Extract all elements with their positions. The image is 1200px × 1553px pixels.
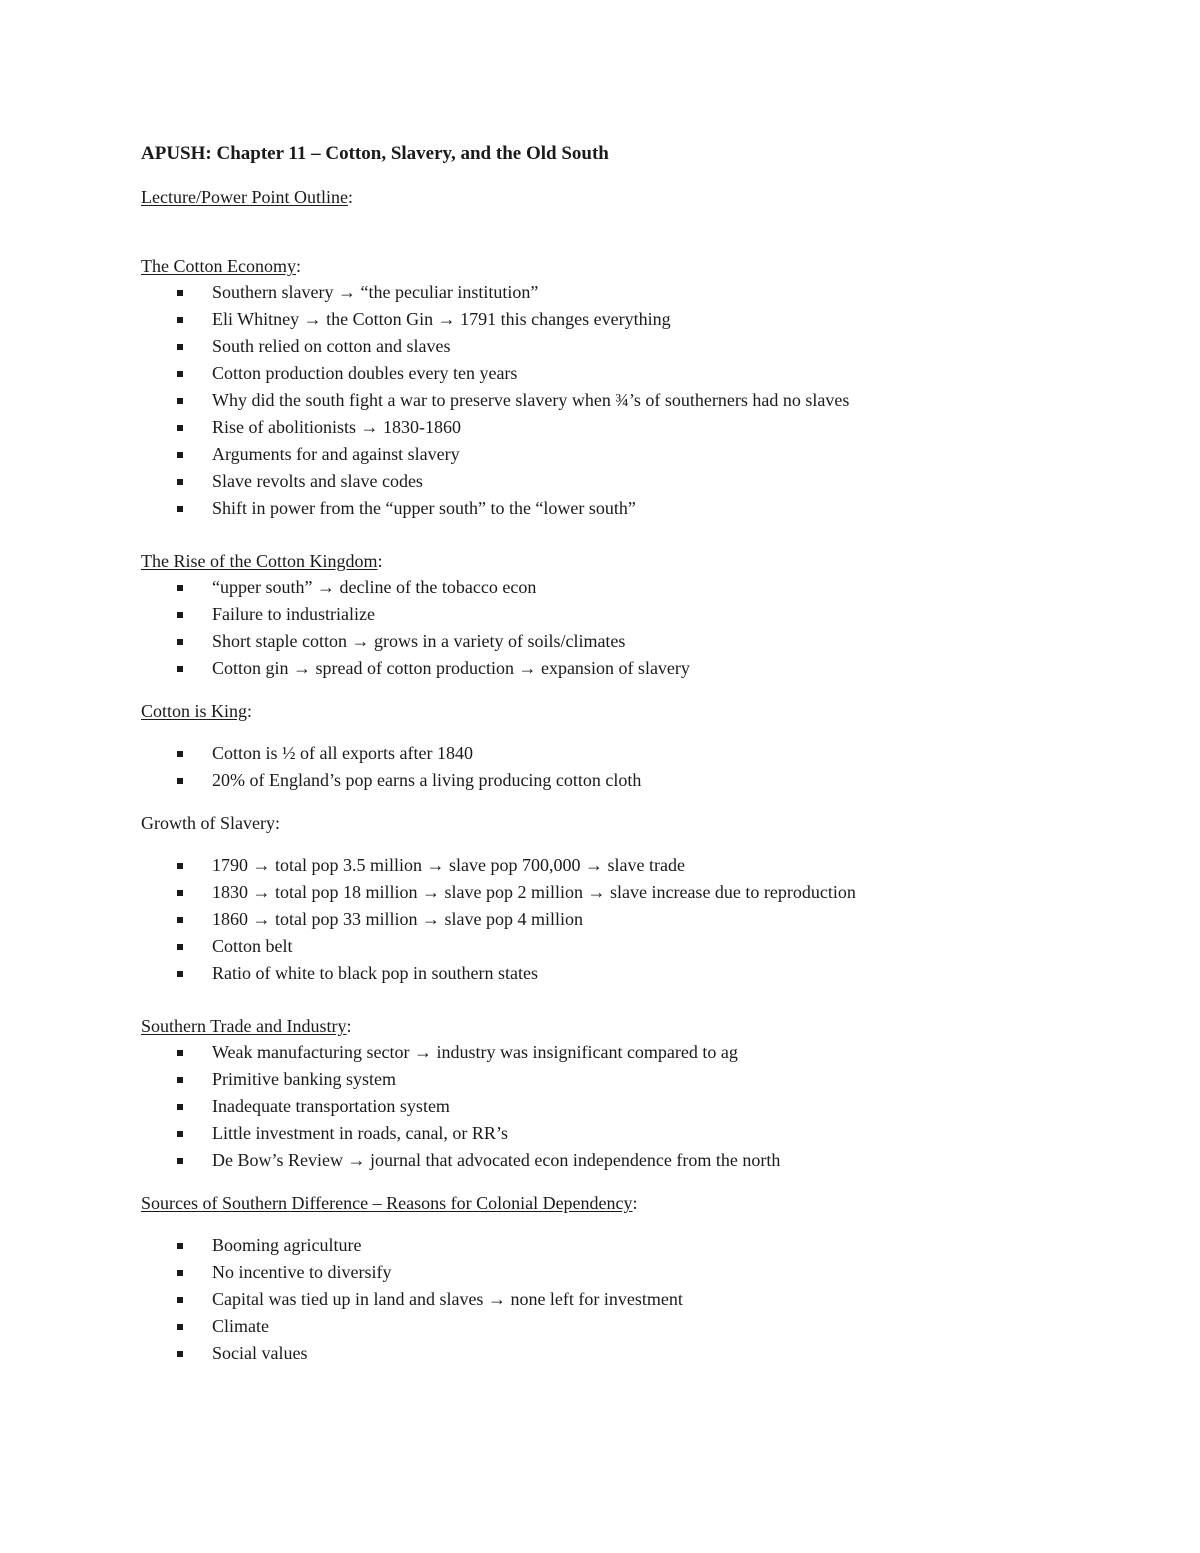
list-item <box>141 574 1101 601</box>
square-bullet-icon <box>177 751 183 757</box>
list-item <box>141 1340 1101 1367</box>
list-item-text: Rise of abolitionists → 1830-1860 <box>212 417 461 437</box>
list-item <box>141 1147 1101 1174</box>
list-item <box>141 1232 1101 1259</box>
list-item-text: South relied on cotton and slaves <box>212 336 451 356</box>
section-heading: The Rise of the Cotton Kingdom: <box>141 551 383 571</box>
outline-section <box>141 253 1101 522</box>
square-bullet-icon <box>177 1158 183 1164</box>
list-item-text: De Bow’s Review → journal that advocated econ independence from the north <box>212 1150 781 1170</box>
square-bullet-icon <box>177 452 183 458</box>
square-bullet-icon <box>177 666 183 672</box>
bullet-list <box>141 852 1101 987</box>
list-item-text: No incentive to diversify <box>212 1262 392 1282</box>
list-item <box>141 767 1101 794</box>
list-item-text: Ratio of white to black pop in southern states <box>212 963 538 983</box>
list-item <box>141 387 1101 414</box>
section-heading: Growth of Slavery: <box>141 813 280 833</box>
list-item <box>141 628 1101 655</box>
square-bullet-icon <box>177 1131 183 1137</box>
outline-section <box>141 1190 1101 1367</box>
square-bullet-icon <box>177 317 183 323</box>
list-item <box>141 852 1101 879</box>
list-item-text: 20% of England’s pop earns a living producing cotton cloth <box>212 770 642 790</box>
bullet-list <box>141 279 1101 522</box>
list-item <box>141 1093 1101 1120</box>
list-item <box>141 933 1101 960</box>
list-item-text: Social values <box>212 1343 308 1363</box>
list-item-text: Weak manufacturing sector → industry was insignificant compared to ag <box>212 1042 738 1062</box>
list-item <box>141 655 1101 682</box>
section-heading-text: The Cotton Economy <box>141 256 296 276</box>
list-item-text: Why did the south fight a war to preserve slavery when ¾’s of southerners had no slaves <box>212 390 850 410</box>
list-item <box>141 414 1101 441</box>
list-item-text: Cotton is ½ of all exports after 1840 <box>212 743 473 763</box>
square-bullet-icon <box>177 612 183 618</box>
section-heading-text: Cotton is King <box>141 701 248 721</box>
section-heading-text: Sources of Southern Difference – Reasons for Colonial Dependency <box>141 1193 633 1213</box>
list-item-text: Shift in power from the “upper south” to the “lower south” <box>212 498 636 518</box>
square-bullet-icon <box>177 290 183 296</box>
square-bullet-icon <box>177 863 183 869</box>
list-item-text: Inadequate transportation system <box>212 1096 450 1116</box>
square-bullet-icon <box>177 371 183 377</box>
list-item <box>141 360 1101 387</box>
list-item-text: 1790 → total pop 3.5 million → slave pop 700,000 → slave trade <box>212 855 685 875</box>
list-item <box>141 960 1101 987</box>
square-bullet-icon <box>177 585 183 591</box>
list-item-text: Primitive banking system <box>212 1069 396 1089</box>
square-bullet-icon <box>177 778 183 784</box>
section-heading: Southern Trade and Industry: <box>141 1016 352 1036</box>
list-item <box>141 333 1101 360</box>
bullet-list <box>141 740 1101 794</box>
list-item <box>141 1039 1101 1066</box>
list-item <box>141 601 1101 628</box>
list-item <box>141 1313 1101 1340</box>
square-bullet-icon <box>177 1297 183 1303</box>
list-item <box>141 1066 1101 1093</box>
section-heading: The Cotton Economy: <box>141 256 301 276</box>
list-item-text: 1860 → total pop 33 million → slave pop 4 million <box>212 909 583 929</box>
document-title: APUSH: Chapter 11 – Cotton, Slavery, and the Old South <box>141 143 609 164</box>
section-heading: Cotton is King: <box>141 701 253 721</box>
square-bullet-icon <box>177 425 183 431</box>
list-item-text: Arguments for and against slavery <box>212 444 460 464</box>
list-item <box>141 1120 1101 1147</box>
list-item-text: Cotton belt <box>212 936 293 956</box>
square-bullet-icon <box>177 917 183 923</box>
list-item-text: Booming agriculture <box>212 1235 362 1255</box>
outline-section <box>141 1013 1101 1174</box>
square-bullet-icon <box>177 479 183 485</box>
square-bullet-icon <box>177 639 183 645</box>
list-item <box>141 879 1101 906</box>
list-item <box>141 468 1101 495</box>
list-item-text: Short staple cotton → grows in a variety of soils/climates <box>212 631 626 651</box>
section-heading: Sources of Southern Difference – Reasons for Colonial Dependency: <box>141 1193 638 1213</box>
list-item-text: Southern slavery → “the peculiar institution” <box>212 282 539 302</box>
list-item-text: “upper south” → decline of the tobacco econ <box>212 577 537 597</box>
list-item <box>141 495 1101 522</box>
square-bullet-icon <box>177 890 183 896</box>
outline-section <box>141 698 1101 794</box>
list-item-text: Capital was tied up in land and slaves → none left for investment <box>212 1289 683 1309</box>
list-item-text: Cotton production doubles every ten years <box>212 363 518 383</box>
list-item-text: Cotton gin → spread of cotton production → expansion of slavery <box>212 658 690 678</box>
list-item-text: Climate <box>212 1316 269 1336</box>
section-heading-text: The Rise of the Cotton Kingdom <box>141 551 378 571</box>
list-item <box>141 279 1101 306</box>
square-bullet-icon <box>177 1270 183 1276</box>
outline-section <box>141 548 1101 682</box>
outline-sections <box>141 253 1101 1367</box>
square-bullet-icon <box>177 1351 183 1357</box>
bullet-list <box>141 1039 1101 1174</box>
list-item <box>141 306 1101 333</box>
subtitle-text: Lecture/Power Point Outline <box>141 187 348 207</box>
section-heading-text: Southern Trade and Industry <box>141 1016 347 1036</box>
square-bullet-icon <box>177 1104 183 1110</box>
outline-section <box>141 810 1101 987</box>
list-item <box>141 441 1101 468</box>
list-item <box>141 740 1101 767</box>
square-bullet-icon <box>177 506 183 512</box>
square-bullet-icon <box>177 1243 183 1249</box>
list-item-text: Slave revolts and slave codes <box>212 471 423 491</box>
document-subtitle: Lecture/Power Point Outline: <box>141 187 353 207</box>
bullet-list <box>141 1232 1101 1367</box>
square-bullet-icon <box>177 944 183 950</box>
list-item-text: 1830 → total pop 18 million → slave pop 2 million → slave increase due to reproduction <box>212 882 856 902</box>
list-item-text: Eli Whitney → the Cotton Gin → 1791 this changes everything <box>212 309 671 329</box>
list-item-text: Failure to industrialize <box>212 604 375 624</box>
list-item <box>141 1259 1101 1286</box>
square-bullet-icon <box>177 971 183 977</box>
list-item-text: Little investment in roads, canal, or RR’s <box>212 1123 508 1143</box>
document-page <box>141 140 1101 1367</box>
square-bullet-icon <box>177 344 183 350</box>
square-bullet-icon <box>177 398 183 404</box>
bullet-list <box>141 574 1101 682</box>
square-bullet-icon <box>177 1050 183 1056</box>
list-item <box>141 906 1101 933</box>
square-bullet-icon <box>177 1324 183 1330</box>
list-item <box>141 1286 1101 1313</box>
square-bullet-icon <box>177 1077 183 1083</box>
section-heading-text: Growth of Slavery <box>141 813 275 833</box>
